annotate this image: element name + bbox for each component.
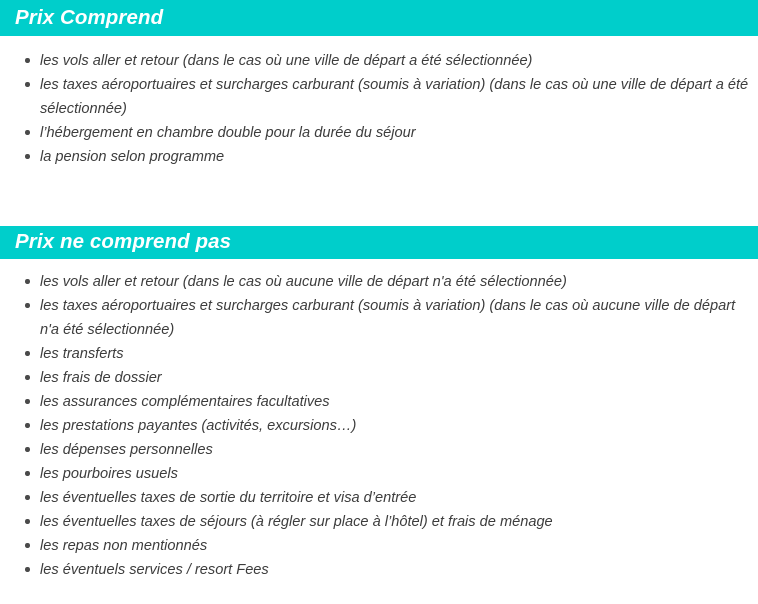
- list-item: [0, 49, 758, 73]
- bullet-dot-icon: [25, 130, 30, 135]
- list-item: [0, 462, 758, 486]
- list-item: [0, 486, 758, 510]
- bullet-dot-icon: [25, 279, 30, 284]
- list-item-label: les prestations payantes (activités, excursions…): [40, 418, 357, 434]
- list-item-label: les transferts: [40, 346, 124, 362]
- bullet-dot-icon: [25, 495, 30, 500]
- list-item: [0, 414, 758, 438]
- list-item: [0, 558, 758, 582]
- bullet-dot-icon: [25, 399, 30, 404]
- bullet-dot-icon: [25, 351, 30, 356]
- bullet-dot-icon: [25, 471, 30, 476]
- list-item-label: l’hébergement en chambre double pour la durée du séjour: [40, 125, 416, 141]
- bullet-dot-icon: [25, 519, 30, 524]
- bullet-dot-icon: [25, 154, 30, 159]
- bullet-dot-icon: [25, 375, 30, 380]
- list-item: [0, 121, 758, 145]
- bullet-dot-icon: [25, 423, 30, 428]
- list-item-label: les éventuelles taxes de sortie du territoire et visa d’entrée: [40, 490, 417, 506]
- list-item: [0, 510, 758, 534]
- list-item-label: les vols aller et retour (dans le cas où une ville de départ a été sélectionnée): [40, 53, 533, 69]
- list-item-label: les vols aller et retour (dans le cas où aucune ville de départ n'a été sélectionnée): [40, 274, 567, 290]
- bullet-dot-icon: [25, 58, 30, 63]
- list-item-label: les pourboires usuels: [40, 466, 178, 482]
- list-item-label: les taxes aéroportuaires et surcharges carburant (soumis à variation) (dans le cas où aucune ville de départ n'a été sélectionnée): [40, 298, 736, 338]
- list-item: [0, 438, 758, 462]
- list-item-label: les assurances complémentaires facultatives: [40, 394, 330, 410]
- section-header-band-prix-comprend: [0, 0, 758, 36]
- list-item-label: les éventuelles taxes de séjours (à régler sur place à l’hôtel) et frais de ménage: [40, 514, 553, 530]
- list-item: [0, 342, 758, 366]
- bullet-dot-icon: [25, 303, 30, 308]
- list-item-label: les repas non mentionnés: [40, 538, 208, 554]
- list-item: [0, 294, 758, 342]
- list-item: [0, 145, 758, 169]
- list-item-label: la pension selon programme: [40, 149, 225, 165]
- bullet-dot-icon: [25, 543, 30, 548]
- list-item: [0, 270, 758, 294]
- section-header-band-prix-ne-comprend-pas: [0, 226, 758, 259]
- bullet-dot-icon: [25, 567, 30, 572]
- exclusions-list: [0, 259, 758, 582]
- list-item-label: les taxes aéroportuaires et surcharges carburant (soumis à variation) (dans le cas où une ville de départ a été sélectionnée): [40, 77, 749, 117]
- list-item-label: les dépenses personnelles: [40, 442, 213, 458]
- list-item-label: les frais de dossier: [40, 370, 162, 386]
- list-item: [0, 534, 758, 558]
- list-item: [0, 366, 758, 390]
- section-prix-ne-comprend-pas: [0, 226, 758, 582]
- section-title-prix-ne-comprend-pas: Prix ne comprend pas: [15, 230, 232, 254]
- list-item: [0, 73, 758, 121]
- bullet-dot-icon: [25, 447, 30, 452]
- bullet-dot-icon: [25, 82, 30, 87]
- section-title-prix-comprend: Prix Comprend: [15, 5, 164, 29]
- list-item: [0, 390, 758, 414]
- section-prix-comprend: [0, 0, 758, 169]
- inclusions-list: [0, 36, 758, 169]
- list-item-label: les éventuels services / resort Fees: [40, 562, 269, 578]
